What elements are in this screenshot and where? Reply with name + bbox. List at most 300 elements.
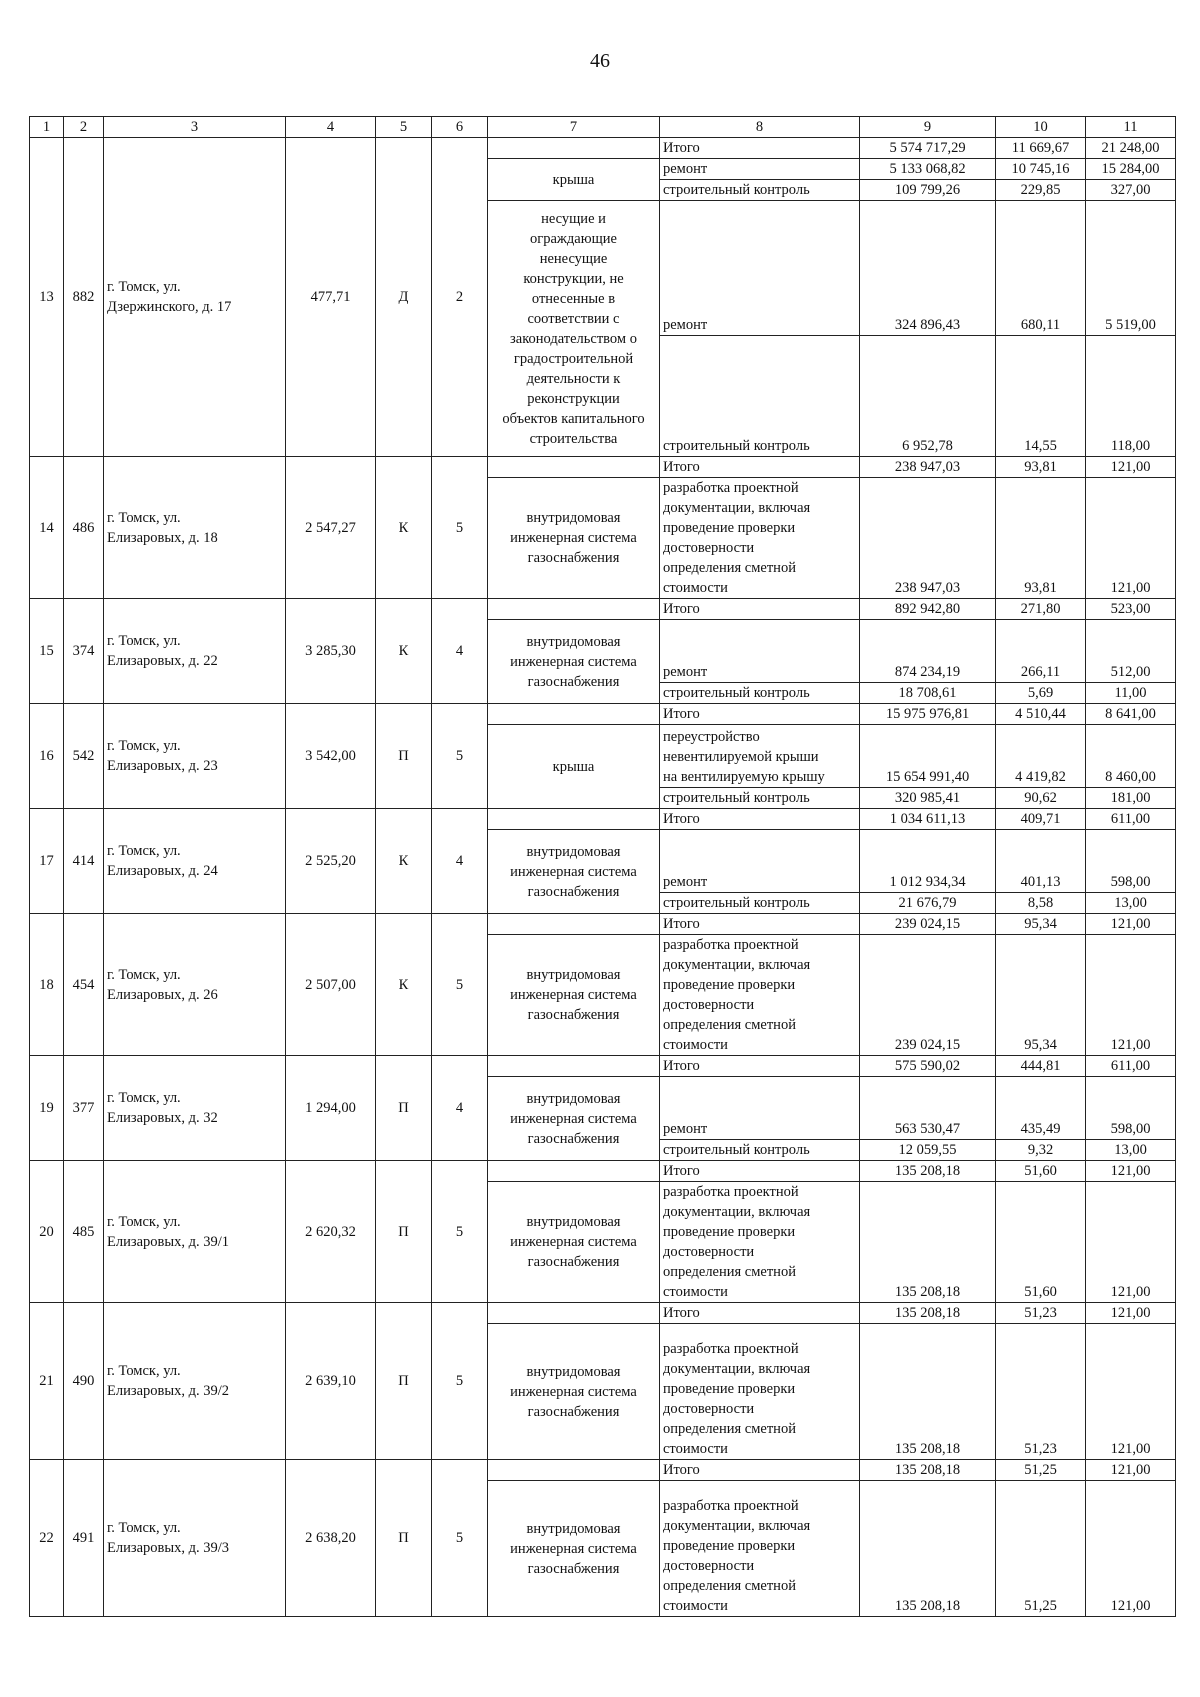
work-type xyxy=(660,935,860,1056)
limit-value xyxy=(1086,1303,1176,1324)
house-type-text: П xyxy=(398,1373,409,1389)
limit-value xyxy=(1086,336,1176,457)
column-header-text: 7 xyxy=(569,119,578,135)
house-type xyxy=(376,457,432,599)
element-name-text: внутридомовая инженерная система газоснабжения xyxy=(510,633,637,690)
work-type xyxy=(660,1077,860,1140)
limit-value xyxy=(1086,599,1176,620)
table-row xyxy=(30,1303,1176,1324)
cost-value-text: 12 059,55 xyxy=(898,1142,957,1158)
limit-value-text: 121,00 xyxy=(1110,1441,1151,1457)
limit-value xyxy=(1086,893,1176,914)
cost-value-text: 15 654 991,40 xyxy=(885,769,970,785)
limit-value xyxy=(1086,1481,1176,1617)
house-address-text: г. Томск, ул. Елизаровых, д. 39/1 xyxy=(107,1213,230,1250)
cost-value-text: 6 952,78 xyxy=(902,438,953,454)
house-type xyxy=(376,1161,432,1303)
cost-value xyxy=(860,138,996,159)
house-address xyxy=(104,1056,286,1161)
cost-value-text: 109 799,26 xyxy=(894,182,961,198)
house-type-text: П xyxy=(398,1530,409,1546)
column-header-text: 9 xyxy=(923,119,932,135)
column-header-text: 6 xyxy=(455,119,464,135)
house-type-text: П xyxy=(398,1223,409,1240)
element-empty xyxy=(488,1056,660,1077)
house-address xyxy=(104,1161,286,1303)
row-number-text: 17 xyxy=(39,853,54,869)
column-header xyxy=(64,117,104,138)
unit-cost-value xyxy=(996,599,1086,620)
limit-value xyxy=(1086,1140,1176,1161)
column-header xyxy=(376,117,432,138)
cost-value xyxy=(860,1056,996,1077)
house-order xyxy=(432,1056,488,1161)
limit-value xyxy=(1086,1324,1176,1460)
work-type-total xyxy=(660,138,860,159)
element-name xyxy=(488,1077,660,1161)
house-code-text: 414 xyxy=(72,853,95,869)
limit-value xyxy=(1086,159,1176,180)
house-area-text: 3 285,30 xyxy=(305,643,356,659)
house-code xyxy=(64,704,104,809)
unit-cost-value xyxy=(996,620,1086,683)
house-code xyxy=(64,599,104,704)
house-order-text: 5 xyxy=(455,1373,464,1389)
unit-cost-value xyxy=(996,1056,1086,1077)
limit-value xyxy=(1086,457,1176,478)
work-type xyxy=(660,201,860,336)
unit-cost-value-text: 229,85 xyxy=(1020,182,1061,198)
cost-value xyxy=(860,704,996,725)
limit-value-text: 13,00 xyxy=(1114,895,1147,911)
element-empty xyxy=(488,457,660,478)
house-order-text: 5 xyxy=(455,1223,464,1240)
house-order-text: 5 xyxy=(455,1530,464,1546)
house-address xyxy=(104,1303,286,1460)
limit-value-text: 121,00 xyxy=(1110,1163,1151,1179)
table-row xyxy=(30,1056,1176,1077)
unit-cost-value-text: 51,60 xyxy=(1024,1163,1057,1179)
work-type-total-text: Итого xyxy=(663,140,700,156)
house-area-text: 3 542,00 xyxy=(305,748,356,764)
table-row xyxy=(30,914,1176,935)
house-area-text: 2 620,32 xyxy=(305,1223,356,1240)
column-header-text: 10 xyxy=(1033,119,1048,135)
cost-value-text: 5 574 717,29 xyxy=(889,140,966,156)
element-name xyxy=(488,201,660,457)
limit-value xyxy=(1086,620,1176,683)
limit-value-text: 121,00 xyxy=(1110,580,1151,596)
house-address-text: г. Томск, ул. Елизаровых, д. 39/2 xyxy=(107,1363,230,1399)
row-number-text: 14 xyxy=(39,519,54,536)
row-number xyxy=(30,809,64,914)
row-number-text: 22 xyxy=(39,1530,54,1546)
house-address-text: г. Томск, ул. Елизаровых, д. 22 xyxy=(107,633,218,669)
column-header-text: 2 xyxy=(79,119,88,135)
house-area-text: 2 547,27 xyxy=(305,519,356,536)
cost-value xyxy=(860,1481,996,1617)
unit-cost-value-text: 444,81 xyxy=(1020,1058,1061,1074)
unit-cost-value xyxy=(996,809,1086,830)
house-address xyxy=(104,138,286,457)
cost-value-text: 1 034 611,13 xyxy=(889,811,966,827)
work-type-total-text: Итого xyxy=(663,1058,700,1074)
limit-value xyxy=(1086,788,1176,809)
unit-cost-value xyxy=(996,159,1086,180)
unit-cost-value xyxy=(996,1077,1086,1140)
limit-value-text: 118,00 xyxy=(1110,438,1151,454)
house-order xyxy=(432,704,488,809)
unit-cost-value-text: 409,71 xyxy=(1020,811,1061,827)
house-order-text: 4 xyxy=(455,853,464,869)
unit-cost-value xyxy=(996,1460,1086,1481)
work-type xyxy=(660,180,860,201)
limit-value-text: 21 248,00 xyxy=(1101,140,1160,156)
limit-value xyxy=(1086,914,1176,935)
limit-value-text: 598,00 xyxy=(1110,1121,1151,1137)
cost-value-text: 135 208,18 xyxy=(894,1284,961,1300)
work-type-text: разработка проектной документации, включая проведение проверки достоверности определения сметной стоимости xyxy=(663,480,811,596)
house-type-text: П xyxy=(398,748,409,764)
cost-value-text: 5 133 068,82 xyxy=(889,161,966,177)
row-number-text: 16 xyxy=(39,748,54,764)
element-name xyxy=(488,935,660,1056)
unit-cost-value xyxy=(996,788,1086,809)
house-address-text: г. Томск, ул. Елизаровых, д. 24 xyxy=(107,843,218,879)
cost-value xyxy=(860,935,996,1056)
limit-value-text: 15 284,00 xyxy=(1101,161,1160,177)
house-area xyxy=(286,1056,376,1161)
unit-cost-value-text: 435,49 xyxy=(1020,1121,1061,1137)
element-empty xyxy=(488,1460,660,1481)
unit-cost-value xyxy=(996,1481,1086,1617)
cost-value xyxy=(860,830,996,893)
row-number-text: 19 xyxy=(39,1100,54,1116)
house-order-text: 4 xyxy=(455,643,464,659)
unit-cost-value xyxy=(996,1140,1086,1161)
limit-value xyxy=(1086,683,1176,704)
work-type-text: строительный контроль xyxy=(663,438,810,454)
element-name-text: внутридомовая инженерная система газоснабжения xyxy=(510,1214,637,1270)
unit-cost-value-text: 51,60 xyxy=(1024,1284,1057,1300)
cost-value xyxy=(860,1161,996,1182)
work-type-text: разработка проектной документации, включая проведение проверки достоверности определения сметной стоимости xyxy=(663,937,811,1053)
cost-value xyxy=(860,683,996,704)
house-area xyxy=(286,599,376,704)
unit-cost-value xyxy=(996,336,1086,457)
unit-cost-value-text: 266,11 xyxy=(1020,664,1061,680)
limit-value-text: 8 641,00 xyxy=(1105,706,1156,722)
house-order xyxy=(432,914,488,1056)
work-type-text: ремонт xyxy=(663,664,708,680)
limit-value-text: 121,00 xyxy=(1110,1305,1151,1321)
element-name-text: внутридомовая инженерная система газоснабжения xyxy=(510,510,637,566)
row-number-text: 20 xyxy=(39,1223,54,1240)
cost-value-text: 563 530,47 xyxy=(894,1121,961,1137)
unit-cost-value-text: 93,81 xyxy=(1024,580,1057,596)
work-type xyxy=(660,159,860,180)
element-name-text: внутридомовая инженерная система газоснабжения xyxy=(510,843,637,900)
work-type xyxy=(660,1324,860,1460)
unit-cost-value xyxy=(996,830,1086,893)
unit-cost-value-text: 51,25 xyxy=(1024,1598,1057,1614)
limit-value-text: 327,00 xyxy=(1110,182,1151,198)
work-type-text: ремонт xyxy=(663,874,708,890)
house-address-text: г. Томск, ул. Елизаровых, д. 32 xyxy=(107,1090,218,1126)
house-area-text: 2 638,20 xyxy=(305,1530,356,1546)
unit-cost-value xyxy=(996,683,1086,704)
limit-value xyxy=(1086,725,1176,788)
unit-cost-value-text: 401,13 xyxy=(1020,874,1061,890)
work-type xyxy=(660,1481,860,1617)
work-type-text: разработка проектной документации, включая проведение проверки достоверности определения сметной стоимости xyxy=(663,1184,811,1300)
element-name-text: крыша xyxy=(552,758,595,775)
work-type xyxy=(660,830,860,893)
house-code-text: 374 xyxy=(72,643,95,659)
house-address xyxy=(104,599,286,704)
unit-cost-value xyxy=(996,1324,1086,1460)
limit-value-text: 181,00 xyxy=(1110,790,1151,806)
row-number-text: 21 xyxy=(39,1373,54,1389)
unit-cost-value xyxy=(996,725,1086,788)
unit-cost-value xyxy=(996,893,1086,914)
column-header-text: 11 xyxy=(1123,119,1138,135)
house-area xyxy=(286,1161,376,1303)
work-type-text: разработка проектной документации, включая проведение проверки достоверности определения сметной стоимости xyxy=(663,1498,811,1614)
limit-value xyxy=(1086,935,1176,1056)
house-order xyxy=(432,809,488,914)
column-header xyxy=(1086,117,1176,138)
row-number xyxy=(30,1161,64,1303)
work-type-text: ремонт xyxy=(663,1121,708,1137)
cost-value xyxy=(860,180,996,201)
header-row xyxy=(30,117,1176,138)
unit-cost-value xyxy=(996,1161,1086,1182)
house-order-text: 5 xyxy=(455,519,464,536)
element-name xyxy=(488,620,660,704)
cost-value-text: 575 590,02 xyxy=(894,1058,961,1074)
row-number-text: 15 xyxy=(39,643,54,659)
element-name-text: крыша xyxy=(552,171,595,188)
house-area-text: 1 294,00 xyxy=(305,1100,356,1116)
element-name xyxy=(488,725,660,809)
work-type xyxy=(660,478,860,599)
work-type-total xyxy=(660,1460,860,1481)
house-type-text: К xyxy=(398,976,409,993)
limit-value-text: 611,00 xyxy=(1110,811,1151,827)
unit-cost-value xyxy=(996,138,1086,159)
limit-value xyxy=(1086,704,1176,725)
element-name xyxy=(488,1481,660,1617)
unit-cost-value-text: 93,81 xyxy=(1024,459,1057,475)
work-type-text: ремонт xyxy=(663,161,708,177)
house-type xyxy=(376,1460,432,1617)
unit-cost-value xyxy=(996,478,1086,599)
house-address-text: г. Томск, ул. Елизаровых, д. 39/3 xyxy=(107,1520,230,1556)
work-type-total xyxy=(660,1303,860,1324)
house-code-text: 491 xyxy=(72,1530,95,1546)
work-type-text: строительный контроль xyxy=(663,895,810,911)
house-type-text: Д xyxy=(398,289,409,305)
limit-value xyxy=(1086,830,1176,893)
limit-value-text: 13,00 xyxy=(1114,1142,1147,1158)
work-type-total xyxy=(660,1056,860,1077)
cost-value xyxy=(860,1460,996,1481)
unit-cost-value-text: 51,23 xyxy=(1024,1305,1057,1321)
cost-value-text: 135 208,18 xyxy=(894,1305,961,1321)
limit-value-text: 121,00 xyxy=(1110,1462,1151,1478)
cost-value-text: 320 985,41 xyxy=(894,790,961,806)
work-type-total xyxy=(660,1161,860,1182)
work-type-total-text: Итого xyxy=(663,1462,700,1478)
work-type-text: переустройство невентилируемой крыши на вентилируемую крышу xyxy=(663,729,825,785)
table-row xyxy=(30,138,1176,159)
cost-value xyxy=(860,478,996,599)
column-header xyxy=(996,117,1086,138)
row-number xyxy=(30,1303,64,1460)
house-type-text: К xyxy=(398,853,409,869)
unit-cost-value xyxy=(996,1303,1086,1324)
unit-cost-value xyxy=(996,201,1086,336)
table-row xyxy=(30,1460,1176,1481)
table-row xyxy=(30,599,1176,620)
cost-value-text: 874 234,19 xyxy=(894,664,961,680)
limit-value xyxy=(1086,138,1176,159)
cost-value-text: 238 947,03 xyxy=(894,459,961,475)
unit-cost-value xyxy=(996,935,1086,1056)
cost-value xyxy=(860,725,996,788)
element-empty xyxy=(488,1161,660,1182)
work-type xyxy=(660,1182,860,1303)
column-header-text: 1 xyxy=(42,119,51,135)
row-number xyxy=(30,1056,64,1161)
work-type-total xyxy=(660,914,860,935)
house-code xyxy=(64,457,104,599)
limit-value xyxy=(1086,1161,1176,1182)
row-number xyxy=(30,704,64,809)
work-type-text: разработка проектной документации, включая проведение проверки достоверности определения сметной стоимости xyxy=(663,1341,811,1457)
work-type xyxy=(660,683,860,704)
column-header xyxy=(30,117,64,138)
row-number-text: 13 xyxy=(39,289,54,305)
element-empty xyxy=(488,809,660,830)
cost-value-text: 892 942,80 xyxy=(894,601,961,617)
limit-value xyxy=(1086,201,1176,336)
cost-value-text: 239 024,15 xyxy=(894,1037,961,1053)
cost-value xyxy=(860,1077,996,1140)
house-type-text: К xyxy=(398,643,409,659)
house-order xyxy=(432,1460,488,1617)
unit-cost-value-text: 11 669,67 xyxy=(1011,140,1070,156)
row-number xyxy=(30,1460,64,1617)
house-order-text: 2 xyxy=(455,289,464,305)
house-code-text: 542 xyxy=(72,748,95,764)
cost-value-text: 135 208,18 xyxy=(894,1462,961,1478)
limit-value-text: 121,00 xyxy=(1110,1598,1151,1614)
unit-cost-value-text: 4 419,82 xyxy=(1015,769,1066,785)
work-type xyxy=(660,336,860,457)
cost-value xyxy=(860,599,996,620)
cost-value xyxy=(860,893,996,914)
limit-value xyxy=(1086,809,1176,830)
house-code-text: 486 xyxy=(72,519,95,536)
column-header-text: 3 xyxy=(190,119,199,135)
house-type xyxy=(376,914,432,1056)
unit-cost-value-text: 4 510,44 xyxy=(1015,706,1066,722)
column-header xyxy=(432,117,488,138)
cost-value xyxy=(860,1140,996,1161)
work-type-total-text: Итого xyxy=(663,1305,700,1321)
house-type xyxy=(376,599,432,704)
element-name-text: несущие и ограждающие ненесущие конструкции, не отнесенные в соответствии с законодательством о градостроительной деятельности к реконструкции объектов капитального строительства xyxy=(502,210,645,447)
house-code xyxy=(64,1056,104,1161)
work-type-total-text: Итого xyxy=(663,459,700,475)
element-name xyxy=(488,1182,660,1303)
house-type xyxy=(376,1056,432,1161)
house-order-text: 4 xyxy=(455,1100,464,1116)
work-type-total-text: Итого xyxy=(663,916,700,932)
column-header-text: 4 xyxy=(326,119,335,135)
cost-value xyxy=(860,788,996,809)
row-number xyxy=(30,599,64,704)
house-code xyxy=(64,1303,104,1460)
element-name xyxy=(488,478,660,599)
work-type-text: строительный контроль xyxy=(663,182,810,198)
limit-value-text: 598,00 xyxy=(1110,874,1151,890)
cost-value-text: 239 024,15 xyxy=(894,916,961,932)
column-header-text: 8 xyxy=(755,119,764,135)
column-header xyxy=(860,117,996,138)
element-name xyxy=(488,1324,660,1460)
house-code-text: 882 xyxy=(72,289,95,305)
house-area xyxy=(286,457,376,599)
house-area-text: 477,71 xyxy=(310,289,351,305)
house-code xyxy=(64,138,104,457)
cost-value xyxy=(860,809,996,830)
limit-value xyxy=(1086,478,1176,599)
row-number xyxy=(30,138,64,457)
work-type-total-text: Итого xyxy=(663,706,700,722)
house-area xyxy=(286,914,376,1056)
column-header xyxy=(488,117,660,138)
house-type xyxy=(376,809,432,914)
cost-value-text: 1 012 934,34 xyxy=(889,874,966,890)
unit-cost-value-text: 90,62 xyxy=(1024,790,1057,806)
house-code xyxy=(64,1161,104,1303)
house-order xyxy=(432,1303,488,1460)
unit-cost-value xyxy=(996,180,1086,201)
limit-value-text: 121,00 xyxy=(1110,1037,1151,1053)
house-area xyxy=(286,809,376,914)
house-type-text: К xyxy=(398,519,409,536)
element-name xyxy=(488,159,660,201)
column-header xyxy=(286,117,376,138)
element-name-text: внутридомовая инженерная система газоснабжения xyxy=(510,1363,637,1420)
element-empty xyxy=(488,914,660,935)
page-number: 46 xyxy=(590,50,610,72)
element-empty xyxy=(488,1303,660,1324)
unit-cost-value-text: 95,34 xyxy=(1024,916,1057,932)
unit-cost-value-text: 51,23 xyxy=(1024,1441,1057,1457)
work-type-text: строительный контроль xyxy=(663,1142,810,1158)
work-type xyxy=(660,725,860,788)
element-empty xyxy=(488,704,660,725)
house-order-text: 5 xyxy=(455,748,464,764)
element-name xyxy=(488,830,660,914)
house-address-text: г. Томск, ул. Елизаровых, д. 18 xyxy=(107,509,218,546)
table-row xyxy=(30,704,1176,725)
work-type-text: строительный контроль xyxy=(663,790,810,806)
